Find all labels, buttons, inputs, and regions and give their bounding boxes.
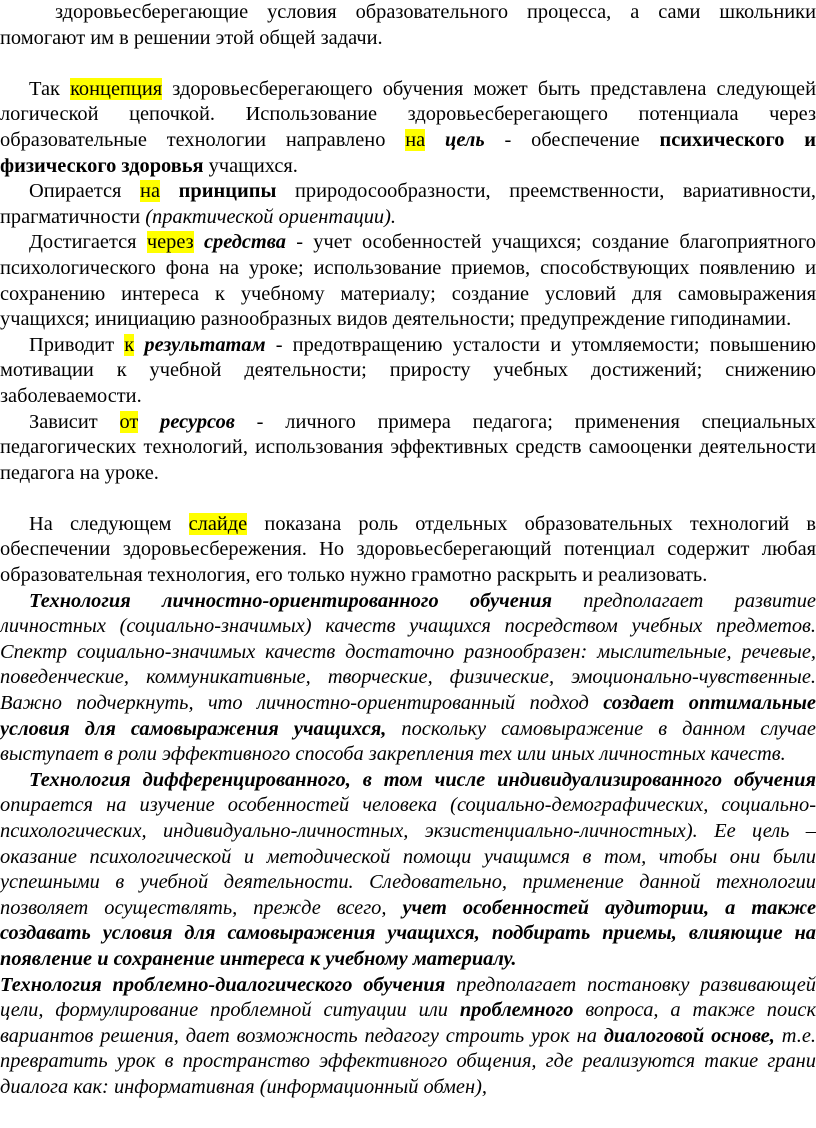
bold-italic-text: средства [203,231,286,254]
text-run: показана роль отдельных образовательных технологий в обеспечении здоровьесбережения. Но здоровьесберегающий потенциал содержит любая образовательная технология, его только нужно грамотно раскрыть и реализовать. [0,512,816,587]
text-run: - личного примера педагога; применения специальных педагогических технологий, использования эффективных средств самооценки деятельности педагога на уроке. [0,410,816,484]
text-run: - обеспечение [484,128,660,151]
text-run: здоровьесберегающие условия образовательного процесса, а сами школьники помогают им в решении этой общей задачи. [0,1,816,49]
text-run: Так [29,77,71,100]
text-run: учащихся. [203,154,298,177]
highlighted-term: концепция [70,77,163,100]
bold-italic-text: учет особенностей аудитории, а также создавать условия для самовыражения учащихся, подбирать приемы, влияющие на появление и сохранение интереса к учебному материалу. [0,896,816,970]
paragraph-slide [0,512,816,589]
text-run: Опирается [29,180,141,203]
highlighted-term: к [124,333,135,356]
text-run [194,231,204,253]
text-run [134,334,144,356]
text-run: На следующем [29,512,189,535]
highlighted-term: от [119,410,139,433]
italic-text: вопроса, а также поиск вариантов решения, дает возможность педагогу строить урок на [0,999,816,1047]
highlighted-term: слайде [188,512,248,535]
paragraph-personal-oriented [0,589,816,768]
bold-italic-text: цель [445,128,485,151]
bold-italic-text: Технология дифференцированного, в том числе индивидуализированного обучения [29,768,816,791]
italic-text: предполагает развитие личностных (социально-значимых) качеств учащихся посредством учебных предметов. Спектр социально-значимых качеств достаточно разнообразен: мыслительные, речевые, поведенческие, коммуникативные, творческие, физические, эмоционально-чувственные. Важно подчеркнуть, что личностно-ориентированный подход [0,589,816,715]
text-run [160,180,179,202]
text-run: - учет особенностей учащихся; создание благоприятного психологического фона на уроке; использование приемов, способствующих появлению и сохранению интереса к учебному материалу; создание условий для самовыражения учащихся; инициацию разнообразных видов деятельности; предупреждение гиподинамии. [0,231,816,331]
paragraph-means [0,230,816,332]
bold-italic-text: проблемного [459,999,574,1022]
paragraph-principles [0,179,816,230]
blank-line [0,486,816,512]
bold-italic-text: результатам [144,333,266,356]
text-run: здоровьесберегающего обучения может быть представлена следующей логической цепочкой. Использование здоровьесберегающего потенциала через образовательные технологии направлено [0,77,816,151]
paragraph-concept [0,77,816,179]
italic-text: поскольку самовыражение в данном случае выступает в роли эффективного способа закрепления тех или иных личностных качеств. [0,717,816,766]
text-run [138,411,160,433]
blank-line [0,51,816,77]
italic-text: предполагает постановку развивающей цели, формулирование проблемной ситуации или [0,973,816,1022]
text-run: - предотвращению усталости и утомляемости; повышению мотивации к учебной деятельности; приросту учебных достижений; снижению заболеваемости. [0,333,816,407]
italic-text: опирается на изучение особенностей человека (социально-демографических, социально-психологических, индивидуально-личностных, экзистенциально-личностных). Ее цель – оказание психологической и методической помощи учащимся в том, чтобы они были успешными в учебной деятельности. Следовательно, применение данной технологии позволяет осуществлять, прежде всего, [0,794,816,919]
paragraph-intro [0,0,816,51]
bold-text: психического и физического здоровья [0,128,816,177]
text-run: природосообразности, преемственности, вариативности, прагматичности [0,180,816,228]
highlighted-term: через [146,231,194,254]
text-run: Приводит [29,333,125,356]
highlighted-term: на [140,180,161,203]
paragraph-problem-dialogue [0,973,816,1101]
bold-text: принципы [178,180,277,203]
text-run: Зависит [29,410,120,433]
paragraph-differentiated [0,768,816,973]
paragraph-resources [0,410,816,487]
bold-italic-text: ресурсов [160,410,235,433]
italic-text: т.е. превратить урок в пространство эффективного общения, где реализуются такие грани диалога как: информативная (информационный обмен), [0,1024,816,1098]
bold-italic-text: Технология проблемно-диалогического обучения [0,973,446,996]
bold-italic-text: Технология личностно-ориентированного обучения [29,589,552,612]
bold-italic-text: диалоговой основе, [603,1024,775,1047]
text-run [425,129,445,151]
highlighted-term: на [405,128,426,151]
italic-text: (практической ориентации). [145,205,396,228]
text-run: Достигается [29,231,147,254]
bold-italic-text: создает оптимальные условия для самовыражения учащихся, [0,692,816,740]
paragraph-results [0,333,816,410]
